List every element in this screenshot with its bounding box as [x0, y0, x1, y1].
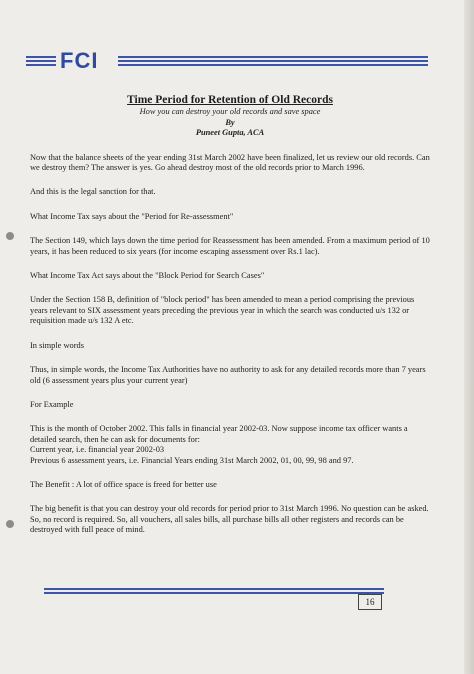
- header-stripes-right: [118, 56, 428, 68]
- article-body: [30, 95, 430, 536]
- paragraph-legal-sanction: And this is the legal sanction for that.: [30, 187, 156, 197]
- paragraph-section-149: The Section 149, which lays down the time period for Reassessment has been amended. From a maximum period of 10 years, it has been reduced to six years (for income escaping assessment over Rs.1 lac).: [30, 236, 430, 256]
- paragraph-simple-words: Thus, in simple words, the Income Tax Authorities have no authority to ask for any detailed records more than 7 years old (6 assessment years plus your current year): [30, 365, 426, 385]
- paragraph-section-158b: Under the Section 158 B, definition of "block period" has been amended to mean a period comprising the previous years relevant to SIX assessment years preceding the previous year in which the search was conducted u/s 132 or requisition made u/s 132 A etc.: [30, 295, 415, 326]
- heading-reassessment: What Income Tax says about the "Period for Re-assessment": [30, 211, 234, 221]
- paragraph-benefit: The big benefit is that you can destroy your old records for period prior to 31st March 1996. No question can be asked. So, no record is required. So, all vouchers, all sales bills, all purchase bills all other registers and records can be destroyed with full peace of mind.: [30, 504, 429, 535]
- header-stripes-left: [26, 56, 56, 68]
- byline-by: By: [225, 117, 235, 127]
- article-subtitle: How you can destroy your old records and save space: [139, 107, 321, 117]
- heading-simple-words: In simple words: [30, 340, 84, 350]
- fci-logo: FCI: [60, 48, 99, 73]
- punch-hole: [6, 232, 14, 240]
- header-bar: [26, 46, 444, 76]
- heading-block-period: What Income Tax Act says about the "Block Period for Search Cases": [30, 271, 265, 281]
- paragraph-intro: Now that the balance sheets of the year ending 31st March 2002 have been finalized, let us review our old records. Can we destroy them? The answer is yes. Go ahead destroy most of the old records prior to March 1996.: [30, 152, 430, 173]
- page-edge: [464, 0, 474, 674]
- heading-benefit: The Benefit : A lot of office space is freed for better use: [30, 479, 217, 489]
- paragraph-example: This is the month of October 2002. This falls in financial year 2002-03. Now suppose income tax officer wants a detailed search, then he can ask for documents for: Current year, i.e. financial year 2002-03 Previous 6 assessment years, i.e. Financial Years ending 31st March 2002, 01, 00, 99, 98 and 97.: [30, 424, 408, 465]
- page-number: 16: [358, 594, 382, 610]
- article-title: Time Period for Retention of Old Records: [127, 94, 333, 106]
- author-name: Puneet Gupta, ACA: [195, 128, 265, 138]
- heading-example: For Example: [30, 399, 74, 409]
- footer-stripes: [44, 588, 384, 596]
- punch-hole: [6, 520, 14, 528]
